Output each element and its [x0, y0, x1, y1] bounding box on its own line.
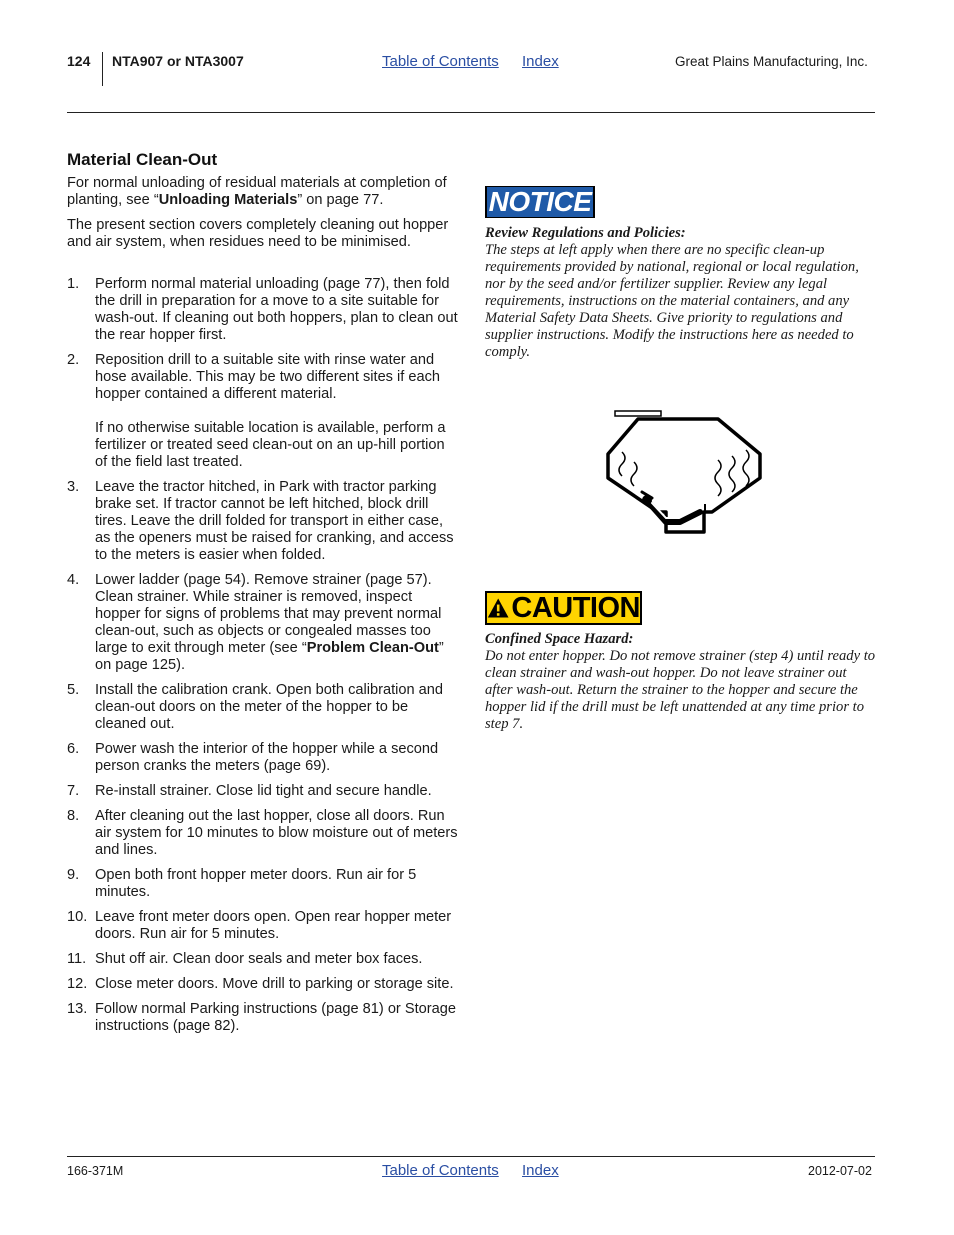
- step-item: 4. Lower ladder (page 54). Remove strainer (page 57). Clean strainer. While strainer is removed, inspect hopper for signs of problems that may prevent normal clean-out, such as objects or congealed masses too large to exit through meter (see “Problem Clean-Out” on page 125).: [67, 572, 444, 673]
- caution-title: Confined Space Hazard:: [485, 631, 634, 647]
- confined-space-hopper-icon: [600, 408, 770, 540]
- intro-paragraph-2: The present section covers completely cleaning out hopper and air system, when residues need to be minimised.: [67, 217, 449, 250]
- page-number: 124: [67, 53, 91, 69]
- index-link[interactable]: Index: [522, 53, 559, 70]
- steps-list: [67, 276, 459, 1043]
- warning-triangle-icon: [487, 596, 509, 620]
- notice-title: Review Regulations and Policies:: [485, 225, 686, 241]
- step-item: 2. Reposition drill to a suitable site with rinse water and hose available. This may be two different sites if each hopper contained a different material. If no otherwise suitable location is available, perform a fertilizer or treated seed clean-out on an up-hill portion of the field last treated.: [67, 352, 459, 471]
- toc-link[interactable]: Table of Contents: [382, 53, 499, 70]
- step-item: 11. Shut off air. Clean door seals and meter box faces.: [67, 951, 423, 967]
- doc-date: 2012-07-02: [808, 1164, 872, 1178]
- step-item: 9. Open both front hopper meter doors. Run air for 5 minutes.: [67, 867, 417, 900]
- footer-index-link[interactable]: Index: [522, 1162, 559, 1179]
- problem-cleanout-ref: Problem Clean-Out: [306, 640, 439, 656]
- company-name: Great Plains Manufacturing, Inc.: [675, 54, 868, 69]
- step-item: 6. Power wash the interior of the hopper while a second person cranks the meters (page 69).: [67, 741, 439, 774]
- notice-body: The steps at left apply when there are no specific clean-up requirements provided by national, regional or local regulation, nor by the seed and/or fertilizer supplier. Review any legal requirements, instructions on the material containers, and any Material Safety Data Sheets. Give priority to regulations and supplier instructions. Modify the instructions here as needed to comply.: [485, 242, 859, 360]
- header-divider: [102, 52, 103, 86]
- header-rule: [67, 112, 875, 113]
- step-item: 8. After cleaning out the last hopper, close all doors. Run air system for 10 minutes to blow moisture out of meters and lines.: [67, 808, 458, 858]
- step-item: 12. Close meter doors. Move drill to parking or storage site.: [67, 976, 454, 992]
- step-item: 7. Re-install strainer. Close lid tight and secure handle.: [67, 783, 432, 799]
- footer-toc-link[interactable]: Table of Contents: [382, 1162, 499, 1179]
- model-title: NTA907 or NTA3007: [112, 53, 244, 69]
- step-item: 5. Install the calibration crank. Open both calibration and clean-out doors on the meter of the hopper to be cleaned out.: [67, 682, 444, 732]
- caution-badge: CAUTION: [485, 591, 642, 625]
- step-2-note: If no otherwise suitable location is available, perform a fertilizer or treated seed clean-out on an up-hill portion of the field last treated.: [95, 420, 446, 470]
- doc-number: 166-371M: [67, 1164, 124, 1178]
- section-title: Material Clean-Out: [67, 150, 218, 169]
- caution-body: Do not enter hopper. Do not remove strainer (step 4) until ready to clean strainer and wash-out hopper. Do not leave strainer out after wash-out. Return the strainer to the hopper and secure the hopper lid if the drill must be left unattended at any time prior to step 7.: [485, 648, 876, 732]
- footer-rule: [67, 1156, 875, 1157]
- unloading-materials-ref: Unloading Materials: [158, 192, 298, 208]
- notice-badge: NOTICE: [485, 185, 595, 219]
- step-item: 13. Follow normal Parking instructions (page 81) or Storage instructions (page 82).: [67, 1001, 456, 1034]
- step-item: 10. Leave front meter doors open. Open rear hopper meter doors. Run air for 5 minutes.: [67, 909, 452, 942]
- step-item: 3. Leave the tractor hitched, in Park with tractor parking brake set. If tractor cannot be left hitched, block drill tires. Leave the drill folded for transport in either case, as the openers must be raised for cranking, and access to the meters is easier when folded.: [67, 479, 454, 563]
- intro-text: [67, 175, 459, 251]
- step-item: 1. Perform normal material unloading (page 77), then fold the drill in preparation for a move to a site suitable for wash-out. If cleaning out both hoppers, plan to clean out the rear hopper first.: [67, 276, 458, 343]
- intro-paragraph-1: For normal unloading of residual materials at completion of planting, see “Unloading Materials” on page 77.: [67, 175, 447, 208]
